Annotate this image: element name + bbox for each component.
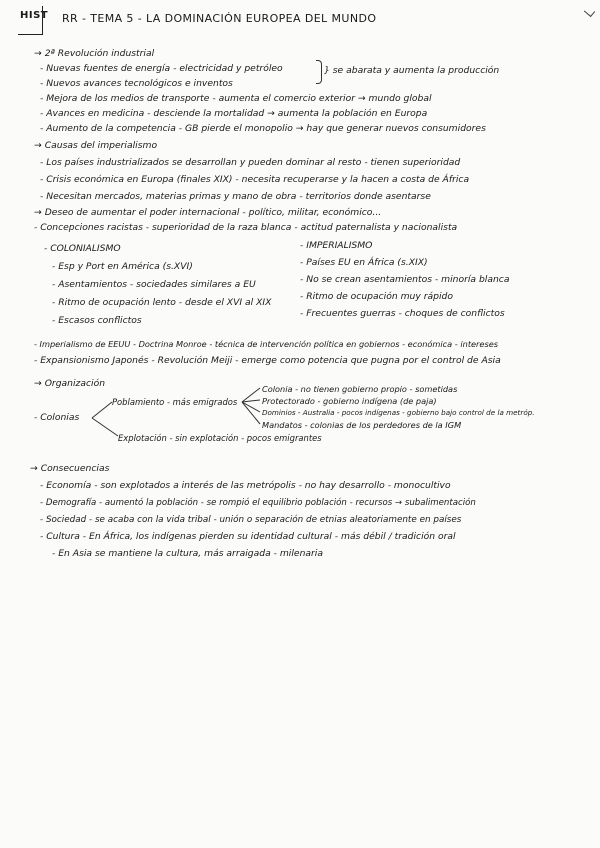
note-line: - Necesitan mercados, materias primas y mano de obra - territorios donde asentarse bbox=[40, 191, 431, 202]
note-line: Mandatos - colonias de los perdedores de la IGM bbox=[262, 420, 462, 430]
note-line: - Demografía - aumentó la población - se rompió el equilibrio población - recursos → subalimentación bbox=[40, 498, 476, 508]
note-line: - Esp y Port en América (s.XVI) bbox=[52, 261, 193, 272]
note-line: Poblamiento - más emigrados bbox=[112, 397, 238, 407]
note-line: - Crisis económica en Europa (finales XIX) - necesita recuperarse y la hacen a costa de África bbox=[40, 174, 470, 185]
note-line: - Sociedad - se acaba con la vida tribal - unión o separación de etnias aleatoriamente en países bbox=[40, 515, 462, 525]
section-heading: → 2ª Revolución industrial bbox=[34, 48, 154, 60]
note-line: Protectorado - gobierno indígena (de paja) bbox=[262, 396, 437, 406]
note-line: - Escasos conflictos bbox=[52, 315, 142, 326]
note-line: Dominios - Australia - pocos indígenas - gobierno bajo control de la metróp. bbox=[262, 408, 535, 417]
note-line: - Ritmo de ocupación muy rápido bbox=[300, 291, 453, 302]
note-line: - Imperialismo de EEUU - Doctrina Monroe - técnica de intervención política en gobiernos - económica - intereses bbox=[34, 339, 499, 349]
note-line: - Concepciones racistas - superioridad de la raza blanca - actitud paternalista y nacionalista bbox=[34, 222, 458, 233]
column-heading: - COLONIALISMO bbox=[44, 243, 121, 254]
note-line: - Colonias bbox=[34, 412, 80, 423]
note-line: Explotación - sin explotación - pocos emigrantes bbox=[118, 433, 322, 443]
note-line: Colonia - no tienen gobierno propio - sometidas bbox=[262, 384, 458, 394]
note-line: - Ritmo de ocupación lento - desde el XVI al XIX bbox=[52, 297, 272, 308]
note-line: - Mejora de los medios de transporte - aumenta el comercio exterior → mundo global bbox=[40, 93, 432, 104]
note-line: - Nuevos avances tecnológicos e inventos bbox=[40, 78, 233, 89]
note-line: - Economía - son explotados a interés de las metrópolis - no hay desarrollo - monocultivo bbox=[40, 480, 451, 491]
note-line: - Asentamientos - sociedades similares a EU bbox=[52, 279, 256, 290]
section-heading: → Causas del imperialismo bbox=[34, 140, 157, 152]
note-line: - Aumento de la competencia - GB pierde el monopolio → hay que generar nuevos consumidores bbox=[40, 123, 486, 134]
note-line: → Deseo de aumentar el poder internacional - político, militar, económico... bbox=[34, 207, 381, 219]
note-line: - Avances en medicina - desciende la mortalidad → aumenta la población en Europa bbox=[40, 108, 428, 119]
note-line: - No se crean asentamientos - minoría blanca bbox=[300, 274, 510, 285]
note-line: - En Asia se mantiene la cultura, más arraigada - milenaria bbox=[52, 548, 323, 559]
note-line: - Frecuentes guerras - choques de conflictos bbox=[300, 308, 505, 319]
note-line: - Nuevas fuentes de energía - electricidad y petróleo bbox=[40, 63, 283, 74]
note-line: - Países EU en África (s.XIX) bbox=[300, 257, 428, 268]
section-heading: → Consecuencias bbox=[30, 463, 109, 475]
note-line: - Los países industrializados se desarrollan y pueden dominar al resto - tienen superioridad bbox=[40, 157, 461, 168]
subject-label: HIST bbox=[20, 10, 49, 21]
page-title: RR - TEMA 5 - LA DOMINACIÓN EUROPEA DEL MUNDO bbox=[62, 12, 377, 25]
note-line: } se abarata y aumenta la producción bbox=[324, 65, 500, 76]
column-heading: - IMPERIALISMO bbox=[300, 240, 373, 251]
note-line: - Expansionismo Japonés - Revolución Meiji - emerge como potencia que pugna por el control de Asia bbox=[34, 355, 501, 366]
note-line: - Cultura - En África, los indígenas pierden su identidad cultural - más débil / tradición oral bbox=[40, 531, 456, 542]
section-heading: → Organización bbox=[34, 378, 105, 390]
